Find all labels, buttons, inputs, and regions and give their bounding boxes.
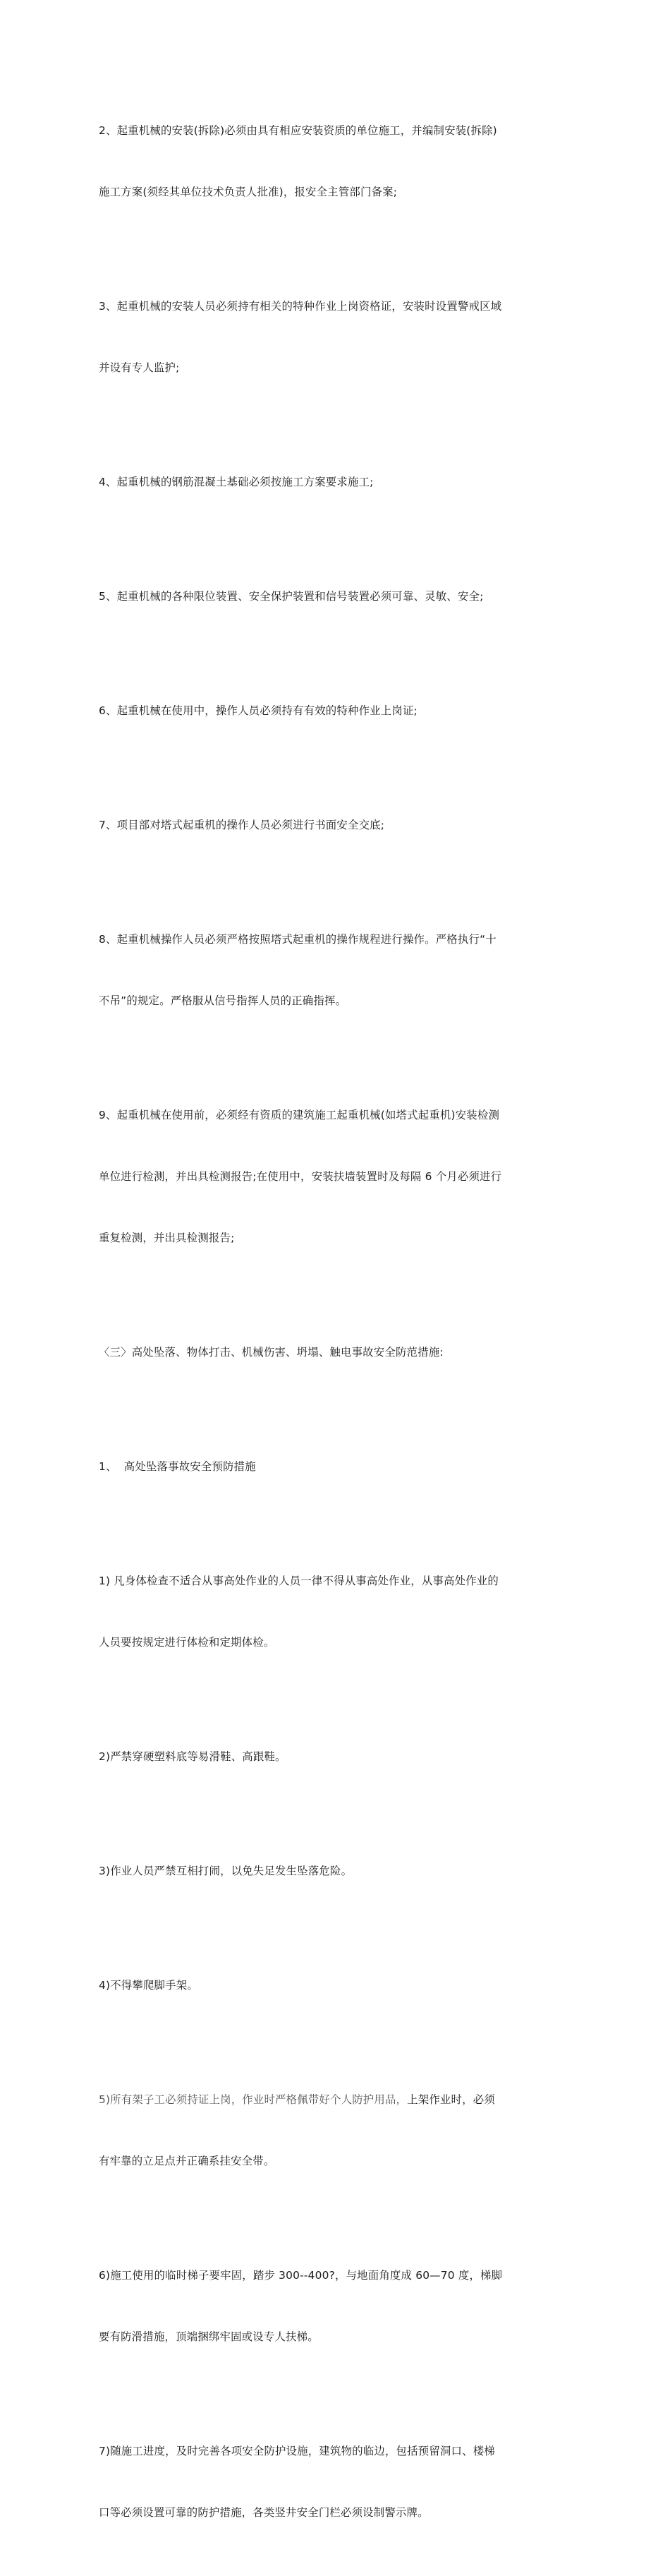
text-line: 5、起重机械的各种限位装置、安全保护装置和信号装置必须可靠、灵敏、安全; — [99, 590, 484, 603]
paragraph-5 — [99, 546, 578, 648]
text-line: 〈三〉高处坠落、物体打击、机械伤害、坍塌、触电事故安全防范措施: — [99, 1346, 444, 1359]
text-line: 要有防滑措施，顶端捆绑牢固或设专人扶梯。 — [99, 2330, 319, 2343]
subsection-heading-1 — [99, 1416, 578, 1518]
text-line: 有牢靠的立足点并正确系挂安全带。 — [99, 2155, 275, 2167]
text-line: 施工方案(须经其单位技术负责人批准)，报安全主管部门备案; — [99, 186, 398, 198]
text-line: 人员要按规定进行体检和定期体检。 — [99, 1636, 275, 1649]
paragraph-8 — [99, 889, 578, 1052]
text-segment: 上架作业时，必须 — [407, 2093, 495, 2106]
text-line: 9、起重机械在使用前，必须经有资质的建筑施工起重机械(如塔式起重机)安装检测 — [99, 1109, 500, 1121]
text-line: 不吊”的规定。严格服从信号指挥人员的正确指挥。 — [99, 994, 347, 1007]
paragraph-2 — [99, 80, 578, 243]
item-3 — [99, 1820, 578, 1922]
text-line — [99, 2090, 578, 2110]
text-line: 口等必须设置可靠的防护措施，各类竖井安全门栏必须设制警示牌。 — [99, 2506, 429, 2519]
text-line: 2、起重机械的安装(拆除)必须由具有相应安装资质的单位施工，并编制安装(拆除) — [99, 124, 497, 137]
text-line: 8、起重机械操作人员必须严格按照塔式起重机的操作规程进行操作。严格执行“十 — [99, 933, 497, 946]
paragraph-7 — [99, 774, 578, 877]
text-line: 并设有专人监护; — [99, 361, 180, 374]
item-1 — [99, 1530, 578, 1694]
text-line: 单位进行检测，并出具检测报告;在使用中，安装扶墙装置时及每隔 6 个月必须进行 — [99, 1170, 502, 1183]
muted-text: 5)所有架子工必须持证上岗，作业时严格佩带好个人防护用品， — [99, 2093, 408, 2106]
item-5 — [99, 2049, 578, 2213]
text-line: 4、起重机械的钢筋混凝土基础必须按施工方案要求施工; — [99, 476, 374, 488]
item-4 — [99, 1934, 578, 2037]
item-6 — [99, 2225, 578, 2388]
text-line: 1) 凡身体检查不适合从事高处作业的人员一律不得从事高处作业，从事高处作业的 — [99, 1575, 499, 1587]
text-line: 7、项目部对塔式起重机的操作人员必须进行书面安全交底; — [99, 819, 385, 831]
paragraph-9 — [99, 1064, 578, 1289]
text-line: 1、 高处坠落事故安全预防措施 — [99, 1460, 256, 1473]
section-heading-three — [99, 1301, 578, 1404]
item-2 — [99, 1706, 578, 1808]
text-line: 7)随施工进度，及时完善各项安全防护设施，建筑物的临边，包括预留洞口、楼梯 — [99, 2445, 495, 2457]
text-line: 重复检测，并出具检测报告; — [99, 1232, 235, 1244]
text-line: 6)施工使用的临时梯子要牢固，踏步 300--400?，与地面角度成 60—70 度，梯脚 — [99, 2269, 503, 2282]
text-line: 6、起重机械在使用中，操作人员必须持有有效的特种作业上岗证; — [99, 704, 418, 717]
text-line: 4)不得攀爬脚手架。 — [99, 1979, 198, 1992]
text-line: 2)严禁穿硬塑料底等易滑鞋、高跟鞋。 — [99, 1750, 286, 1763]
document-body — [99, 80, 578, 2576]
text-line: 3、起重机械的安装人员必须持有相关的特种作业上岗资格证，安装时设置警戒区域 — [99, 300, 502, 313]
text-line: 3)作业人员严禁互相打闹，以免失足发生坠落危险。 — [99, 1865, 353, 1877]
paragraph-4 — [99, 431, 578, 534]
item-7 — [99, 2400, 578, 2564]
paragraph-3 — [99, 255, 578, 419]
paragraph-6 — [99, 660, 578, 762]
